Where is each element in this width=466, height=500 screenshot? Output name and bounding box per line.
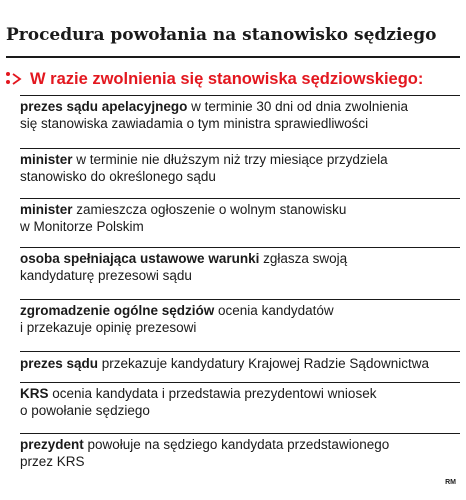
item-text: ocenia kandydatów bbox=[214, 303, 334, 318]
page-title: Procedura powołania na stanowisko sędziego bbox=[6, 25, 437, 45]
item-text: powołuje na sędziego kandydata przedstawionego bbox=[83, 437, 390, 452]
item-divider bbox=[20, 382, 460, 383]
item-divider bbox=[20, 148, 460, 149]
item-text-cont: i przekazuje opinię prezesowi bbox=[20, 319, 197, 335]
list-item bbox=[20, 152, 460, 185]
item-actor: minister bbox=[20, 202, 73, 217]
item-text: zgłasza swoją bbox=[259, 251, 348, 266]
list-item bbox=[20, 202, 460, 235]
section-header-text: W razie zwolnienia się stanowiska sędziowskiego: bbox=[30, 69, 424, 88]
item-divider bbox=[20, 95, 460, 96]
item-divider bbox=[20, 247, 460, 248]
item-text-cont: przez KRS bbox=[20, 453, 85, 469]
item-actor: minister bbox=[20, 152, 73, 167]
item-actor: KRS bbox=[20, 386, 49, 401]
list-item bbox=[20, 386, 460, 419]
list-item bbox=[20, 99, 460, 132]
item-divider bbox=[20, 351, 460, 352]
item-actor: prezes sądu apelacyjnego bbox=[20, 99, 188, 114]
title-divider bbox=[6, 56, 460, 58]
item-text: w terminie nie dłuższym niż trzy miesiące przydziela bbox=[72, 152, 388, 167]
list-item bbox=[20, 303, 460, 336]
item-text: zamieszcza ogłoszenie o wolnym stanowisku bbox=[72, 202, 347, 217]
item-actor: osoba spełniająca ustawowe warunki bbox=[20, 251, 260, 266]
item-text: ocenia kandydata i przedstawia prezydentowi wniosek bbox=[48, 386, 377, 401]
section-header bbox=[6, 68, 460, 90]
list-item bbox=[20, 356, 460, 373]
item-text-cont: się stanowiska zawiadamia o tym ministra sprawiedliwości bbox=[20, 115, 369, 131]
item-actor: prezydent bbox=[20, 437, 84, 452]
item-text-cont: w Monitorze Polskim bbox=[20, 218, 144, 234]
list-item bbox=[20, 437, 460, 470]
item-divider bbox=[20, 299, 460, 300]
item-text-cont: stanowisko do określonego sądu bbox=[20, 168, 216, 184]
dots-arrow-icon bbox=[6, 68, 28, 90]
list-item bbox=[20, 251, 460, 284]
item-divider bbox=[20, 433, 460, 434]
item-text-cont: o powołanie sędziego bbox=[20, 402, 150, 418]
item-divider bbox=[20, 198, 460, 199]
item-text: w terminie 30 dni od dnia zwolnienia bbox=[187, 99, 408, 114]
item-text-cont: kandydaturę prezesowi sądu bbox=[20, 267, 192, 283]
author-credit: RM bbox=[445, 479, 456, 486]
item-actor: zgromadzenie ogólne sędziów bbox=[20, 303, 215, 318]
item-actor: prezes sądu bbox=[20, 356, 99, 371]
item-text: przekazuje kandydatury Krajowej Radzie Sądownictwa bbox=[98, 356, 429, 371]
